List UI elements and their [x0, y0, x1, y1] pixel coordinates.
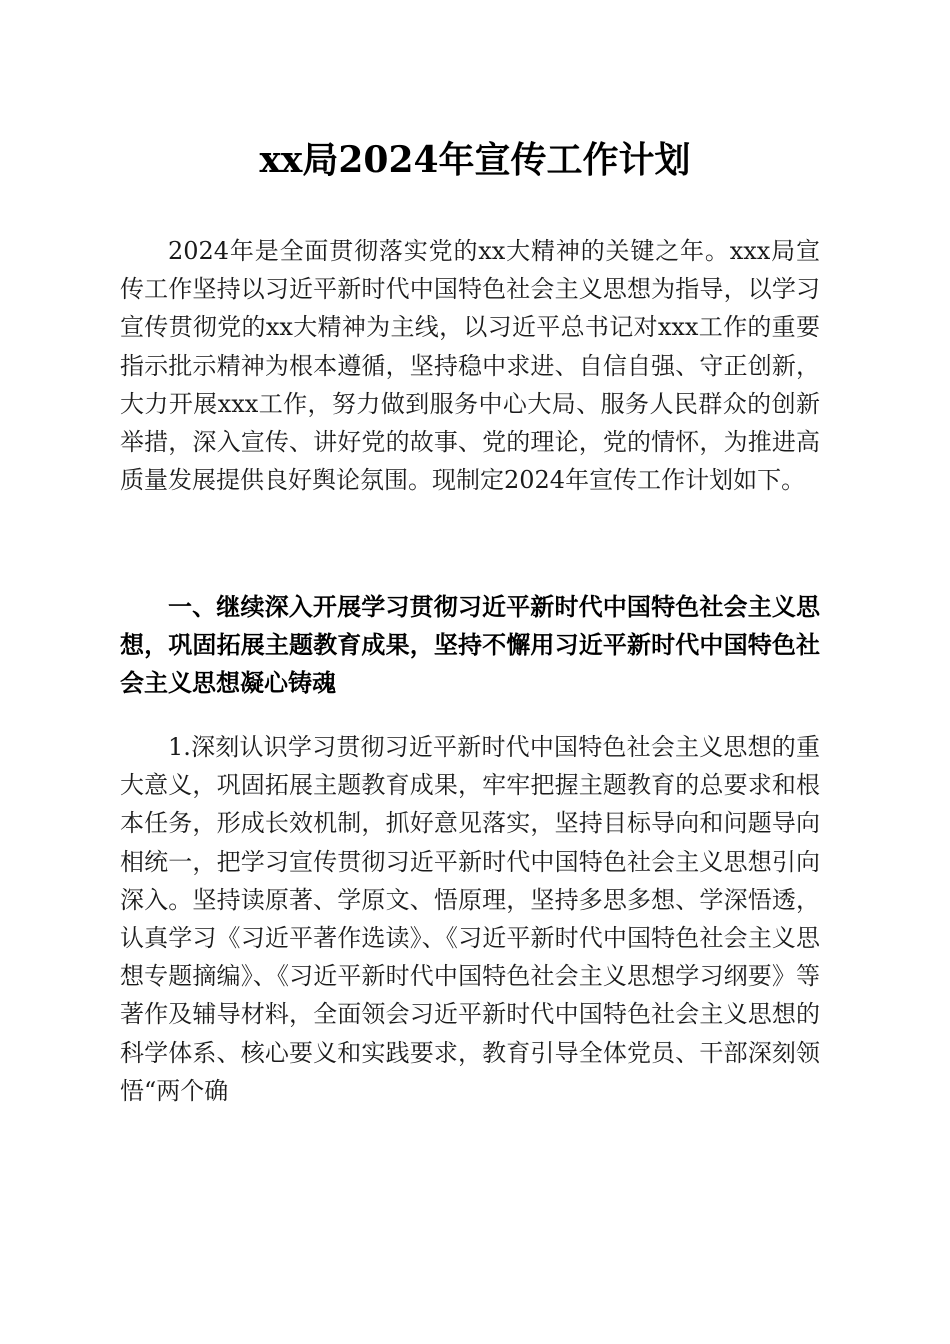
- section-heading-1: 一、继续深入开展学习贯彻习近平新时代中国特色社会主义思想，巩固拓展主题教育成果，坚持不懈用习近平新时代中国特色社会主义思想凝心铸魂: [120, 593, 820, 698]
- intro-paragraph: 2024年是全面贯彻落实党的xx大精神的关键之年。xxx局宣传工作坚持以习近平新时代中国特色社会主义思想为指导，以学习宣传贯彻党的xx大精神为主线，以习近平总书记对xxx工作的重要指示批示精神为根本遵循，坚持稳中求进、自信自强、守正创新，大力开展xxx工作，努力做到服务中心大局、服务人民群众的创新举措，深入宣传、讲好党的故事、党的理论，党的情怀，为推进高质量发展提供良好舆论氛围。现制定2024年宣传工作计划如下。: [120, 237, 820, 495]
- item-1-paragraph: 1.深刻认识学习贯彻习近平新时代中国特色社会主义思想的重大意义，巩固拓展主题教育成果，牢牢把握主题教育的总要求和根本任务，形成长效机制，抓好意见落实，坚持目标导向和问题导向相统一，把学习宣传贯彻习近平新时代中国特色社会主义思想引向深入。坚持读原著、学原文、悟原理，坚持多思多想、学深悟透，认真学习《习近平著作选读》、《习近平新时代中国特色社会主义思想专题摘编》、《习近平新时代中国特色社会主义思想学习纲要》等著作及辅导材料，全面领会习近平新时代中国特色社会主义思想的科学体系、核心要义和实践要求，教育引导全体党员、干部深刻领悟“两个确: [120, 733, 820, 1105]
- document-title: xx局2024年宣传工作计划: [259, 139, 691, 181]
